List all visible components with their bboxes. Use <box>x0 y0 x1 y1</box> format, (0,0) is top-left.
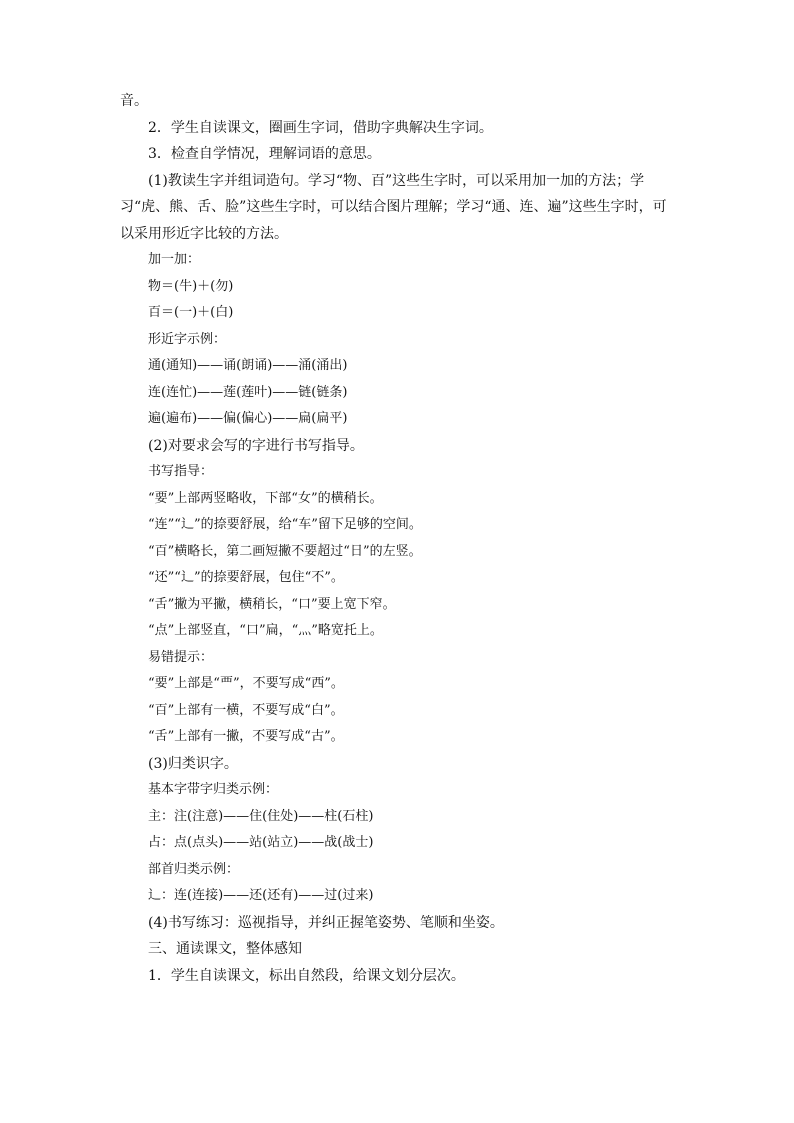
text-line: “舌”撇为平撇，横稍长，“口”要上宽下窄。 <box>148 596 396 612</box>
text-line: 基本字带字归类示例： <box>148 782 279 797</box>
text-line: 书写指导： <box>148 464 214 479</box>
text-line: 占：点(点头)——站(站立)——战(战士) <box>148 835 374 850</box>
text-line: 百＝(一)＋(白) <box>148 305 234 320</box>
text-line: 易错提示： <box>148 649 214 665</box>
text-line: “还”“辶”的捺要舒展，包住“不”。 <box>148 570 344 585</box>
text-line: 1．学生自读课文，标出自然段，给课文划分层次。 <box>148 967 465 984</box>
text-line: 部首归类示例： <box>148 861 240 877</box>
text-line: (4)书写练习：巡视指导，并纠正握笔姿势、笔顺和坐姿。 <box>148 914 504 931</box>
text-line: “舌”上部有一撇，不要写成“古”。 <box>148 729 344 744</box>
text-line: “要”上部是“覀”，不要写成“西”。 <box>148 676 344 691</box>
text-line: “要”上部两竖略收，下部“女”的横稍长。 <box>148 490 383 506</box>
text-line: “点”上部竖直，“口”扁，“灬”略宽托上。 <box>148 623 383 638</box>
paragraph: (1)教读生字并组词造句。学习“物、百”这些生字时，可以采用加一加的方法；学习“虎、熊、舌、脸”这些生字时，可以结合图片理解；学习“通、连、遍”这些生字时，可以采用形近字比较的方法。 <box>120 172 667 242</box>
text-line: 通(通知)——诵(朗诵)——涌(涌出) <box>148 358 348 373</box>
text-line: 连(连忙)——莲(莲叶)——链(链条) <box>148 384 348 400</box>
text-line: 主：注(注意)——住(住处)——柱(石柱) <box>148 808 374 824</box>
text-line: 加一加： <box>148 252 201 267</box>
text-line: “百”横略长，第二画短撇不要超过“日”的左竖。 <box>148 543 422 559</box>
text-line: 形近字示例： <box>148 331 227 347</box>
text-line: 3．检查自学情况，理解词语的意思。 <box>148 146 381 162</box>
text-line: 2．学生自读课文，圈画生字词，借助字典解决生字词。 <box>148 119 493 136</box>
text-line: “百”上部有一横，不要写成“白”。 <box>148 702 344 718</box>
text-line: “连”“辶”的捺要舒展，给“车”留下足够的空间。 <box>148 517 422 532</box>
text-line: 物＝(牛)＋(勿) <box>148 278 234 294</box>
document-page <box>120 88 680 989</box>
text-line: (3)归类识字。 <box>148 755 238 772</box>
text-line: 遍(遍布)——偏(偏心)——扁(扁平) <box>148 411 348 426</box>
text-line: 音。 <box>120 93 148 109</box>
section-heading: 三、通读课文，整体感知 <box>148 941 302 957</box>
text-line: 辶：连(连接)——还(还有)——过(过来) <box>148 888 374 903</box>
text-line: (2)对要求会写的字进行书写指导。 <box>148 437 364 454</box>
